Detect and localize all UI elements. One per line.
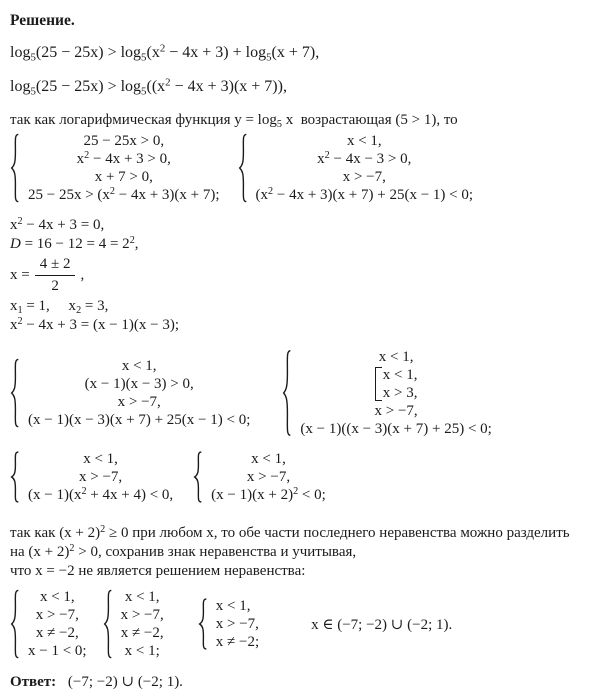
left-curly-brace-icon [10,358,20,428]
quadratic-equation: $x^2 - 4x + 3 = 0$, [10,215,105,233]
fraction-denominator: 2 [51,278,59,294]
left-curly-brace-icon [282,349,292,437]
system-line: x < 1, [378,349,414,365]
systems-row-3 [10,450,590,504]
system-line: x + 7 > 0, [94,169,153,185]
system-1 [10,132,224,204]
note-line: так как $(x + 2)^2 \ge 0$ при любом x, то обе части последнего неравенства можно разделить [10,523,570,541]
union-line: x > 3, [382,385,418,401]
fraction [35,256,76,295]
system-line: $(x - 1)(x + 2)^2 < 0$; [211,485,326,503]
left-curly-brace-icon [193,451,203,503]
system-line: x < 1, [215,598,251,614]
system-line: x > −7, [246,469,291,485]
left-curly-brace-icon [10,451,20,503]
system-line: x < 1, [39,589,75,605]
union-line: x < 1, [382,367,418,383]
system-line: x < 1, [251,451,286,467]
left-curly-brace-icon [238,133,248,203]
discriminant-line: $D = 16 - 12 = 4 = 2^2$, [10,234,139,252]
system-line: $(x^2 - 4x + 3)(x + 7) + 25(x - 1) < 0$; [255,185,474,203]
system-line: x > −7, [215,616,259,632]
system-line: x < 1, [124,589,160,605]
fraction-prefix: x = [10,267,30,283]
system-line: (x − 1)(x − 3)(x + 7) + 25(x − 1) < 0; [28,412,251,428]
note-line: на $(x + 2)^2 > 0$, сохранив знак неравенства и учитывая, [10,542,357,560]
monotonicity-note: так как логарифмическая функция $y = \log_5 x$ возрастающая (5 > 1), то [10,112,458,131]
note-line: что x = −2 не является решением неравенства: [10,563,306,579]
left-curly-brace-icon [103,589,113,659]
system-line: x > −7, [120,607,164,623]
system-line: x < 1; [124,643,160,659]
fraction-suffix: , [80,267,85,283]
quadratic-solution-block [10,216,590,335]
log-inequality-1: $\log_5(25 - 25x) > \log_5(x^2 - 4x + 3) + \log_5(x + 7)$, [10,42,320,64]
system-2 [238,132,478,204]
system-line: 25 − 25x > 0, [83,133,165,149]
system-line: $(x - 1)(x^2 + 4x + 4) < 0$, [28,485,174,503]
system-6 [193,450,330,504]
system-line: (x − 1)(x − 3) > 0, [84,376,194,392]
answer-line [10,672,590,691]
log-inequality-2: $\log_5(25 - 25x) > \log_5((x^2 - 4x + 3)(x + 7))$, [10,76,287,98]
union-group [296,366,495,402]
system-line: x < 1, [121,358,157,374]
system-line: x > −7, [342,169,386,185]
system-8 [103,588,168,660]
system-line: x ≠ −2, [35,625,79,641]
system-line: x ≠ −2, [120,625,164,641]
solution-title: Решение. [10,12,75,29]
division-note [10,524,590,581]
interval-result: x ∈ (−7; −2) ∪ (−2; 1). [311,616,453,633]
systems-row-1 [10,132,590,204]
roots-line: $x_1 = 1$, $x_2 = 3$, [10,298,109,317]
left-square-bracket-icon [375,367,382,401]
system-3 [10,357,254,429]
fraction-numerator: 4 ± 2 [35,256,76,276]
system-line: (x − 1)((x − 3)(x + 7) + 25) < 0; [300,421,492,437]
system-7 [10,588,91,660]
system-line: x > −7, [374,403,418,419]
answer-value: (−7; −2) ∪ (−2; 1). [67,674,183,690]
system-line: x < 1, [346,133,382,149]
system-line: x > −7, [117,394,161,410]
left-curly-brace-icon [10,589,20,659]
system-9 [198,597,263,651]
system-line: $25 - 25x > (x^2 - 4x + 3)(x + 7)$; [28,185,220,203]
left-curly-brace-icon [198,598,208,650]
system-line: x > −7, [35,607,79,623]
left-curly-brace-icon [10,133,20,203]
answer-label: Ответ: [10,674,57,690]
system-line: x − 1 < 0; [28,643,87,659]
factored-form: $x^2 - 4x + 3 = (x - 1)(x - 3)$; [10,315,180,333]
systems-row-2 [10,348,590,438]
system-4 [282,348,495,438]
system-line: x ≠ −2; [215,634,260,650]
systems-row-4 [10,588,590,660]
system-line: x < 1, [83,451,118,467]
system-line: x > −7, [79,469,123,485]
system-5 [10,450,177,504]
roots-formula [10,256,590,295]
system-line: $x^2 - 4x - 3 > 0$, [317,149,412,167]
system-line: $x^2 - 4x + 3 > 0$, [76,149,171,167]
